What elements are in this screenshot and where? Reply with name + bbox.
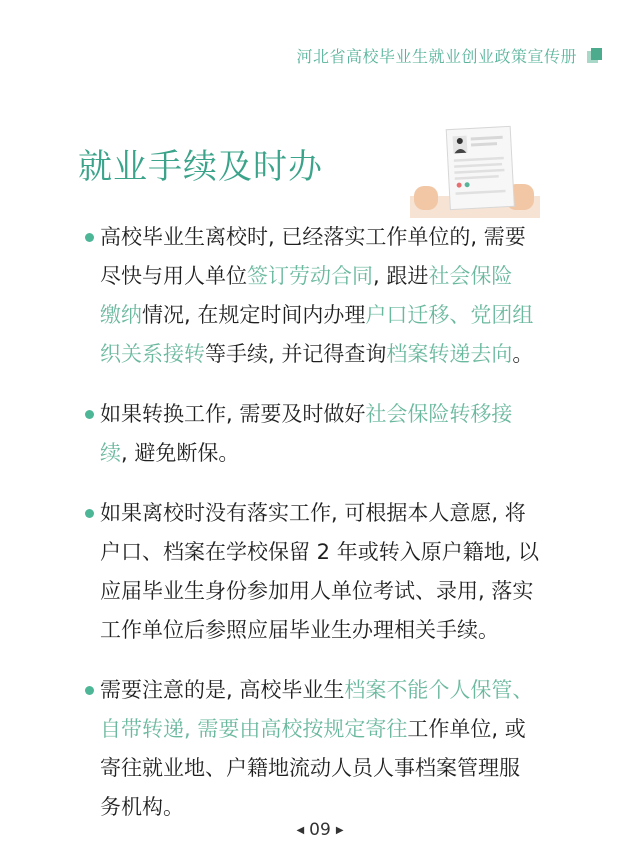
bullet-item xyxy=(100,395,570,473)
body-text: 等手续, 并记得查询 xyxy=(205,342,387,366)
body-text: 。 xyxy=(512,342,534,366)
page-number-text: 09 xyxy=(309,820,331,840)
text-line xyxy=(100,749,570,788)
bullet-dot-icon xyxy=(85,410,94,419)
highlight-text: 签订劳动合同 xyxy=(247,264,373,288)
text-line xyxy=(100,572,570,611)
highlight-text: 社会保险转移接 xyxy=(365,402,513,426)
body-text: 寄往就业地、户籍地流动人员人事档案管理服 xyxy=(100,756,520,780)
highlight-text: 缴纳 xyxy=(100,303,142,327)
body-text: , 避免断保。 xyxy=(121,441,240,465)
highlight-text: 户口迁移、党团组 xyxy=(365,303,534,327)
bullet-dot-icon xyxy=(85,686,94,695)
body-text: 户口、档案在学校保留 2 年或转入原户籍地, 以 xyxy=(100,540,540,564)
bullet-dot-icon xyxy=(85,509,94,518)
text-line xyxy=(100,611,570,650)
book-mark-icon xyxy=(587,48,602,63)
body-text: 如果离校时没有落实工作, 可根据本人意愿, 将 xyxy=(100,501,526,525)
text-line xyxy=(100,671,570,710)
document-icon xyxy=(410,118,540,218)
text-line xyxy=(100,533,570,572)
highlight-text: 档案转递去向 xyxy=(386,342,513,366)
highlight-text: 自带转递, 需要由高校按规定寄往 xyxy=(100,717,408,741)
body-text: 需要注意的是, 高校毕业生 xyxy=(100,678,345,702)
highlight-text: 续 xyxy=(100,441,121,465)
bullet-item xyxy=(100,218,570,374)
text-line xyxy=(100,296,570,335)
body-text: 务机构。 xyxy=(100,795,184,819)
body-text: 情况, 在规定时间内办理 xyxy=(142,303,366,327)
header-title: 河北省高校毕业生就业创业政策宣传册 xyxy=(296,47,577,66)
text-line xyxy=(100,494,570,533)
bullet-dot-icon xyxy=(85,233,94,242)
highlight-text: 社会保险 xyxy=(428,264,513,288)
text-line xyxy=(100,218,570,257)
page-prev-icon: ◀ xyxy=(296,824,305,836)
text-line xyxy=(100,395,570,434)
bullet-list xyxy=(100,218,570,848)
bullet-item xyxy=(100,671,570,827)
text-line xyxy=(100,335,570,374)
page-title: 就业手续及时办 xyxy=(78,146,323,187)
body-text: , 跟进 xyxy=(373,264,429,288)
body-text: 工作单位, 或 xyxy=(407,717,526,741)
page-header xyxy=(296,44,602,67)
bullet-item xyxy=(100,494,570,650)
text-line xyxy=(100,434,570,473)
highlight-text: 档案不能个人保管、 xyxy=(344,678,534,702)
body-text: 工作单位后参照应届毕业生办理相关手续。 xyxy=(100,618,499,642)
body-text: 如果转换工作, 需要及时做好 xyxy=(100,402,366,426)
text-line xyxy=(100,257,570,296)
body-text: 尽快与用人单位 xyxy=(100,264,247,288)
page-number xyxy=(0,820,640,840)
body-text: 应届毕业生身份参加用人单位考试、录用, 落实 xyxy=(100,579,534,603)
page-next-icon: ▶ xyxy=(335,824,344,836)
text-line xyxy=(100,710,570,749)
highlight-text: 织关系接转 xyxy=(100,342,205,366)
body-text: 高校毕业生离校时, 已经落实工作单位的, 需要 xyxy=(100,225,526,249)
